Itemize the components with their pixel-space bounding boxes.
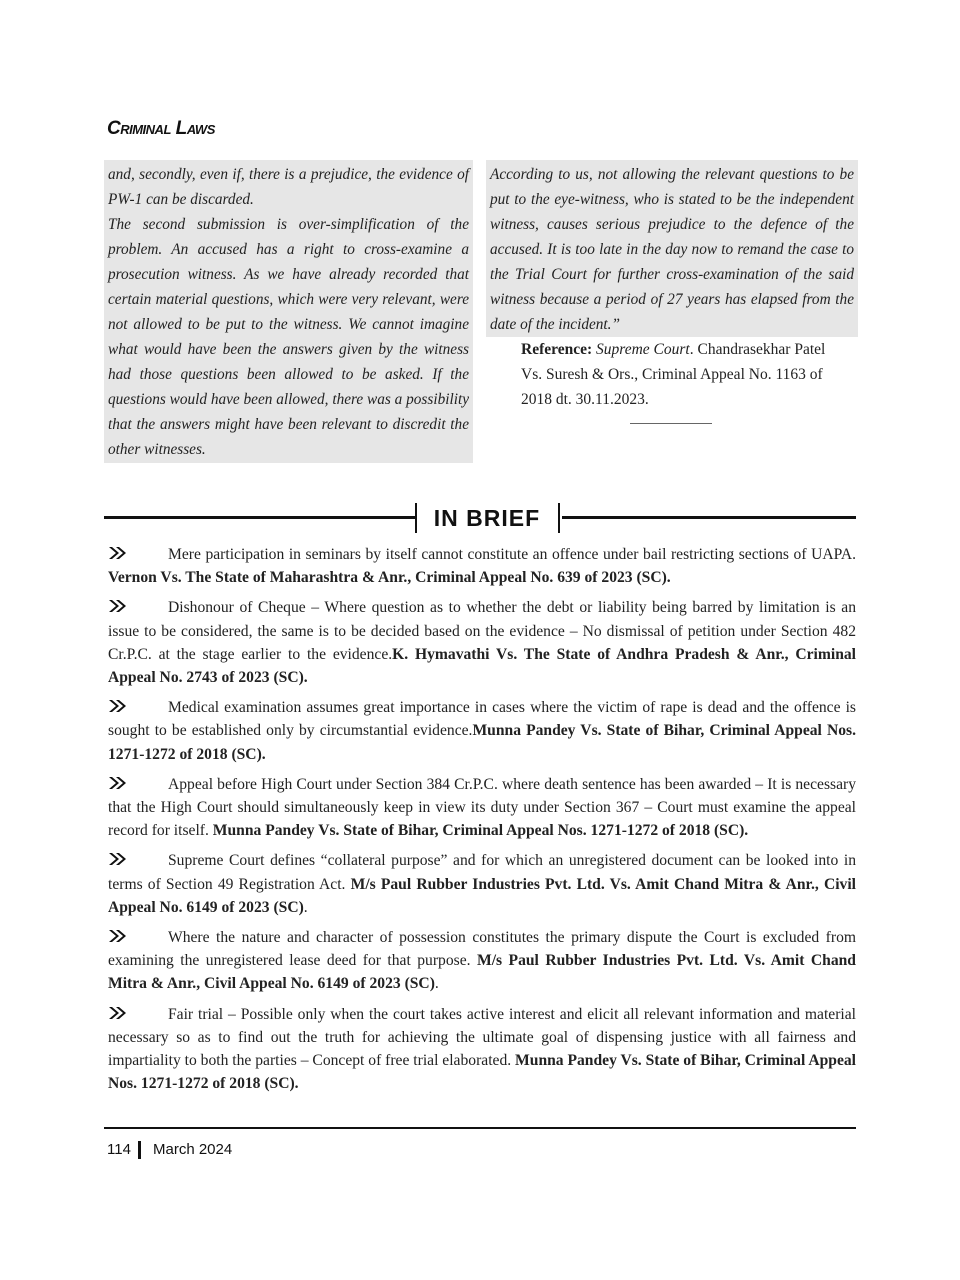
double-chevron-right-icon bbox=[108, 776, 128, 790]
brief-text: Appeal before High Court under Section 384 Cr.P.C. where death sentence has been awarded – It is necessary that the High Court should simultaneously keep in view its duty under Section 367 – Court must examine the appeal record for itself. bbox=[108, 775, 856, 840]
brief-citation: Vernon Vs. The State of Maharashtra & Anr., Criminal Appeal No. 639 of 2023 (SC). bbox=[108, 569, 671, 587]
brief-text: Where the nature and character of possession constitutes the primary dispute the Court is excluded from examining the unregistered lease deed for that purpose. bbox=[108, 929, 856, 970]
section-title: Criminal Laws bbox=[107, 118, 215, 139]
issue-date: March 2024 bbox=[153, 1141, 233, 1158]
heading-rule-right bbox=[562, 516, 856, 519]
brief-citation: Munna Pandey Vs. State of Bihar, Criminal Appeal Nos. 1271-1272 of 2018 (SC). bbox=[108, 722, 857, 763]
reference bbox=[521, 337, 841, 412]
brief-item bbox=[108, 926, 856, 996]
brief-item bbox=[108, 849, 856, 919]
brief-text: Dishonour of Cheque – Where question as to whether the debt or liability being barred by limitation is an issue to be considered, the same is to be decided based on the evidence – No dismissal of petition under Section 482 Cr.P.C. at the stage earlier to the evidence. bbox=[108, 599, 856, 663]
brief-tail: . bbox=[434, 975, 439, 993]
heading-rule-left bbox=[104, 516, 415, 519]
heading-tick-right bbox=[558, 503, 560, 533]
double-chevron-right-icon bbox=[108, 546, 128, 560]
brief-item bbox=[108, 773, 856, 843]
reference-divider bbox=[630, 423, 712, 424]
brief-item bbox=[108, 696, 856, 766]
double-chevron-right-icon bbox=[108, 852, 128, 866]
double-chevron-right-icon bbox=[108, 929, 128, 943]
footer-rule bbox=[104, 1127, 856, 1129]
brief-text: Mere participation in seminars by itself cannot constitute an offence under bail restricting sections of UAPA. bbox=[168, 546, 856, 563]
brief-citation: Munna Pandey Vs. State of Bihar, Criminal Appeal Nos. 1271-1272 of 2018 (SC). bbox=[212, 822, 749, 840]
brief-citation: M/s Paul Rubber Industries Pvt. Ltd. Vs. Amit Chand Mitra & Anr., Civil Appeal No. 6149 of 2023 (SC) bbox=[108, 875, 857, 916]
reference-details: . Chandrasekhar Patel Vs. Suresh & Ors., Criminal Appeal No. 1163 of 2018 dt. 30.11.2023. bbox=[521, 341, 826, 408]
brief-citation: M/s Paul Rubber Industries Pvt. Ltd. Vs. Amit Chand Mitra & Anr., Civil Appeal No. 6149 of 2023 (SC) bbox=[108, 952, 856, 993]
quote-paragraph: and, secondly, even if, there is a prejudice, the evidence of PW-1 can be discarded. bbox=[108, 166, 469, 208]
quote-paragraph: According to us, not allowing the relevant questions to be put to the eye-witness, who is stated to be the independent witness, causes serious prejudice to the defence of the accused. It is too late in the day now to remand the case to the Trial Court for further cross-examination of the said witness because a period of 27 years has elapsed from the date of the incident.” bbox=[490, 166, 854, 333]
double-chevron-right-icon bbox=[108, 599, 128, 613]
footer-separator bbox=[138, 1141, 141, 1159]
heading-tick-left bbox=[415, 503, 417, 533]
quote-paragraph: The second submission is over-simplification of the problem. An accused has a right to cross-examine a prosecution witness. As we have already recorded that certain material questions, which were very relevant, were not allowed to be put to the witness. We cannot imagine what would have been the answers given by the witness had those questions been allowed to be asked. If the questions would have been allowed, there was a possibility that the answers might have been relevant to discredit the other witnesses. bbox=[108, 216, 470, 458]
brief-item bbox=[108, 543, 856, 589]
brief-item bbox=[108, 596, 856, 689]
brief-text: Fair trial – Possible only when the court takes active interest and elicit all relevant information and material necessary so as to find out the truth for achieving the ultimate goal of dispensing justice with all fairness and impartiality to both the parties – Concept of free trial elaborated. bbox=[108, 1005, 856, 1070]
brief-citation: Munna Pandey Vs. State of Bihar, Criminal Appeal Nos. 1271-1272 of 2018 (SC). bbox=[108, 1052, 856, 1093]
brief-citation: K. Hymavathi Vs. The State of Andhra Pradesh & Anr., Criminal Appeal No. 2743 of 2023 (SC). bbox=[108, 645, 856, 687]
reference-court: Supreme Court bbox=[596, 341, 690, 358]
quote-box-right bbox=[486, 160, 858, 337]
in-brief-list bbox=[108, 543, 856, 1102]
brief-item bbox=[108, 1003, 856, 1096]
double-chevron-right-icon bbox=[108, 699, 128, 713]
brief-text: Medical examination assumes great importance in cases where the victim of rape is dead and the offence is sought to be established only by circumstantial evidence. bbox=[108, 699, 856, 740]
brief-tail: . bbox=[303, 898, 308, 916]
in-brief-heading: IN BRIEF bbox=[433, 505, 541, 531]
page-number: 114 bbox=[107, 1141, 131, 1158]
brief-text: Supreme Court defines “collateral purpose” and for which an unregistered document can be looked into in terms of Section 49 Registration Act. bbox=[108, 852, 856, 893]
double-chevron-right-icon bbox=[108, 1006, 128, 1020]
quote-box-left bbox=[104, 160, 473, 463]
reference-label: Reference: bbox=[521, 341, 593, 358]
